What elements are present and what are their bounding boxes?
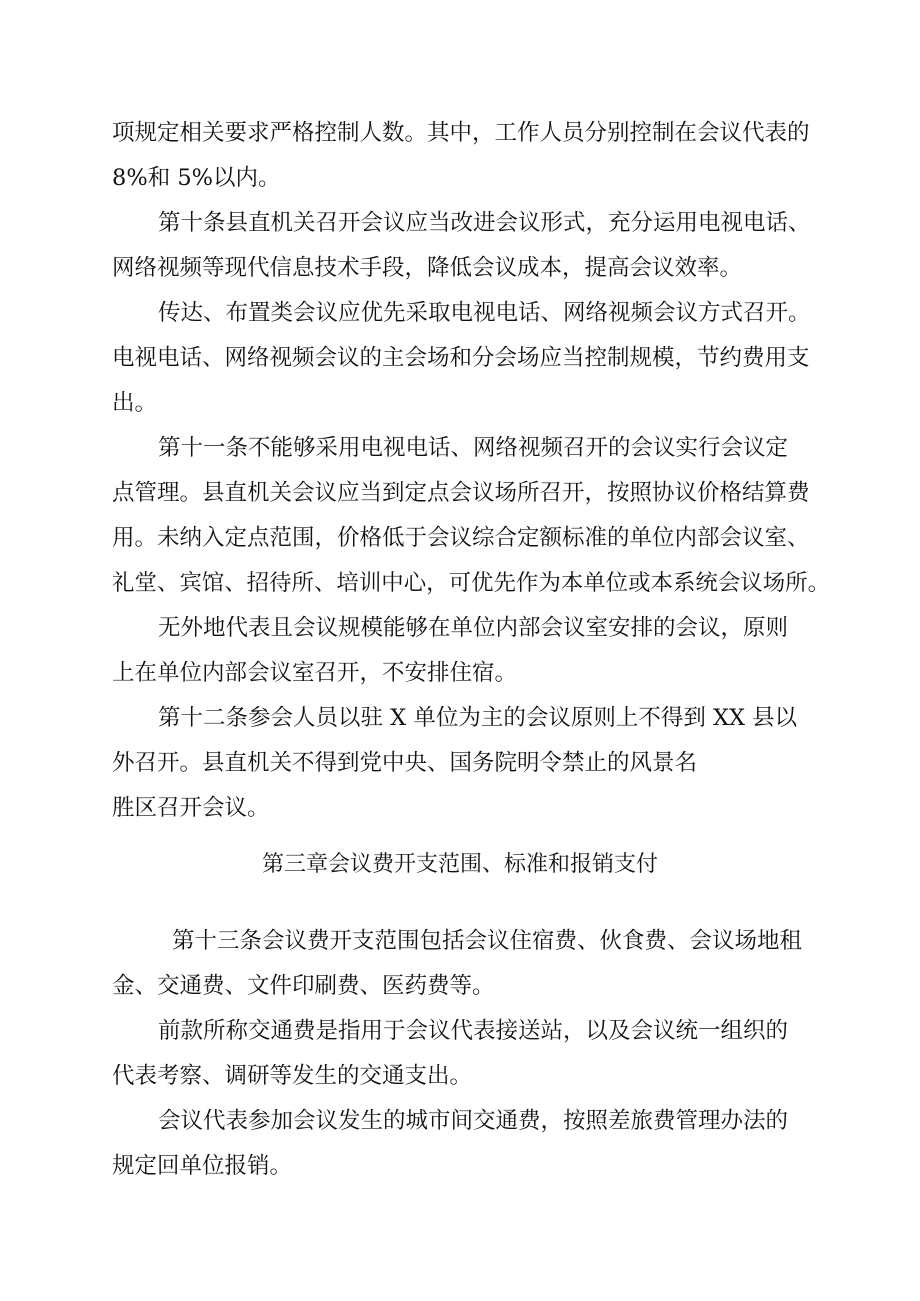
text-line: 电视电话、网络视频会议的主会场和分会场应当控制规模，节约费用支 [112, 345, 810, 371]
text-line: 传达、布置类会议应优先采取电视电话、网络视频会议方式召开。 [158, 300, 811, 326]
text-line: 上在单位内部会议室召开，不安排住宿。 [112, 660, 518, 686]
text-line: 出。 [112, 390, 158, 416]
text-line: 网络视频等现代信息技术手段，降低会议成本，提高会议效率。 [112, 255, 743, 281]
text-line: 代表考察、调研等发生的交通支出。 [112, 1063, 473, 1089]
text-line: 第十二条参会人员以驻 X 单位为主的会议原则上不得到 XX 县以 [158, 705, 798, 731]
text-line: 胜区召开会议。 [112, 795, 270, 821]
text-line: 无外地代表且会议规模能够在单位内部会议室安排的会议，原则 [158, 615, 789, 641]
text-line: 会议代表参加会议发生的城市间交通费，按照差旅费管理办法的 [158, 1108, 789, 1134]
text-line: 外召开。县直机关不得到党中央、国务院明令禁止的风景名 [112, 750, 698, 776]
text-line: 点管理。县直机关会议应当到定点会议场所召开，按照协议价格结算费 [112, 480, 810, 506]
text-line: 第十一条不能够采用电视电话、网络视频召开的会议实行会议定 [158, 435, 789, 461]
text-line: 第十三条会议费开支范围包括会议住宿费、伙食费、会议场地租 [172, 928, 803, 954]
text-line: 第十条县直机关召开会议应当改进会议形式，充分运用电视电话、 [158, 210, 811, 236]
text-line: 规定回单位报销。 [112, 1153, 293, 1179]
text-line: 8%和 5%以内。 [112, 165, 281, 191]
text-line: 前款所称交通费是指用于会议代表接送站，以及会议统一组织的 [158, 1018, 789, 1044]
chapter-heading: 第三章会议费开支范围、标准和报销支付 [261, 852, 658, 877]
text-line: 用。未纳入定点范围，价格低于会议综合定额标准的单位内部会议室、 [112, 525, 810, 551]
text-line: 金、交通费、文件印刷费、医药费等。 [112, 973, 495, 999]
text-line: 项规定相关要求严格控制人数。其中，工作人员分别控制在会议代表的 [112, 120, 810, 146]
text-line: 礼堂、宾馆、招待所、培训中心，可优先作为本单位或本系统会议场所。 [112, 570, 831, 596]
